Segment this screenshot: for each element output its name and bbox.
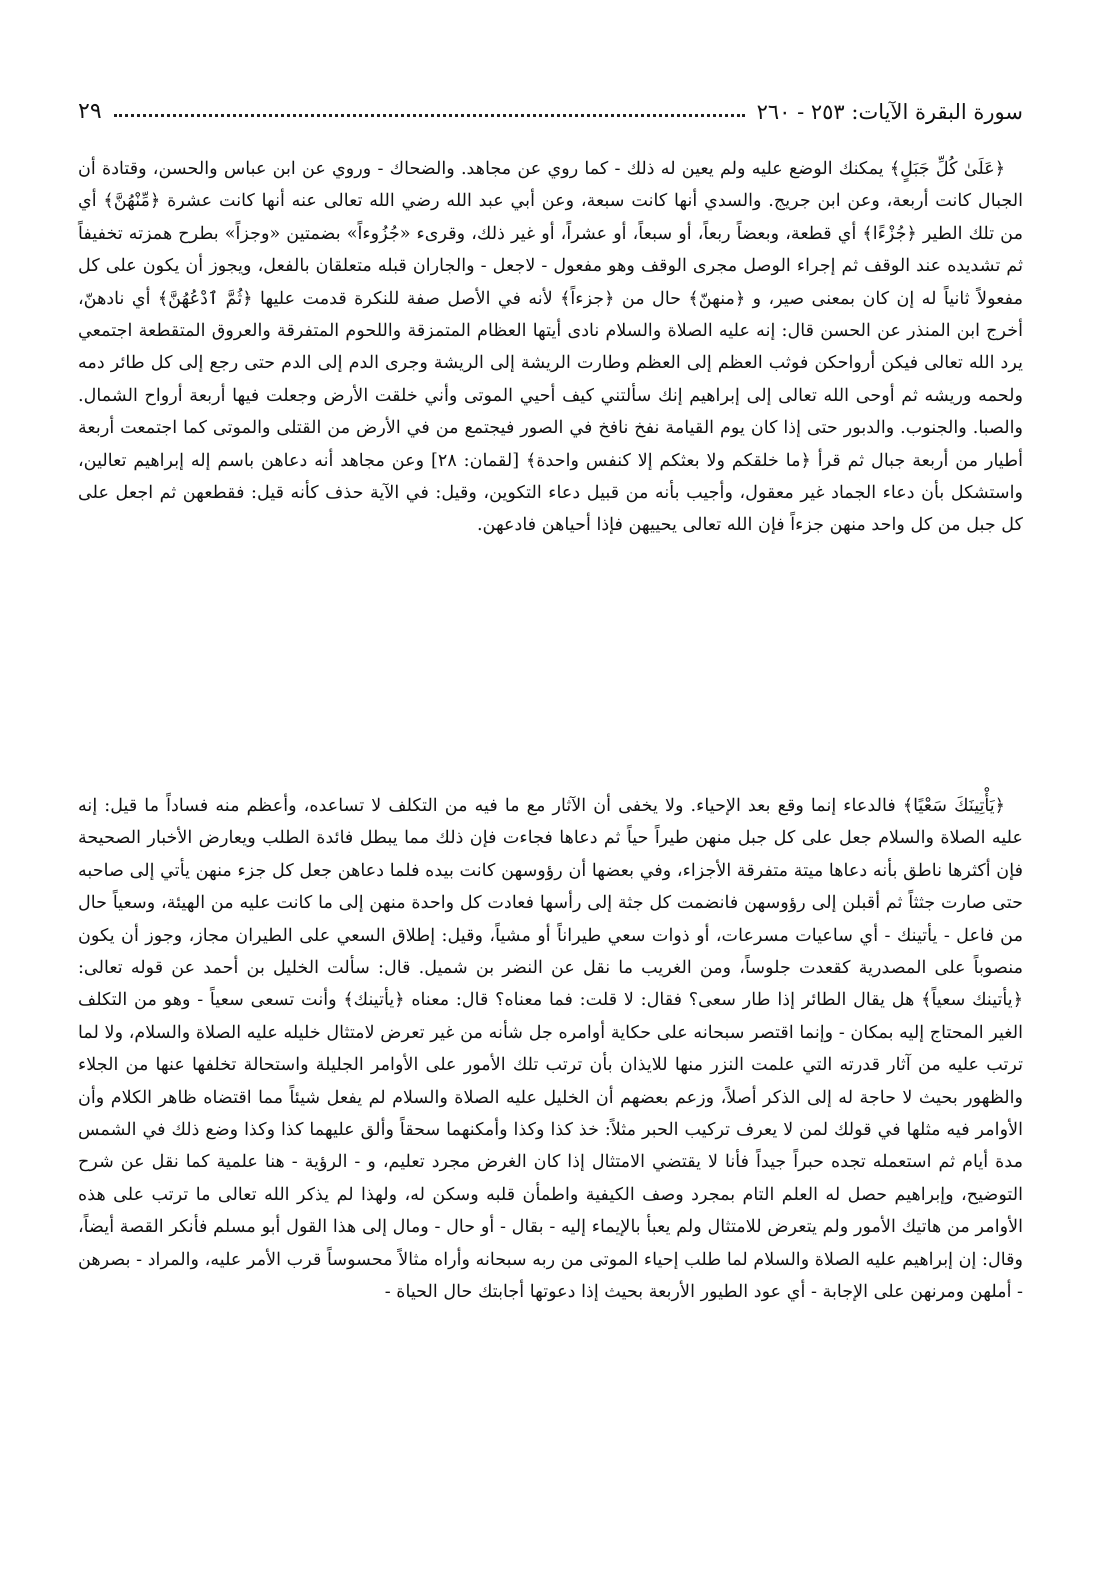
page-number: ٢٩	[78, 99, 102, 124]
commentary-paragraph: ﴿يَأْتِينَكَ سَعْيًا﴾ فالدعاء إنما وقع بعد الإحياء. ولا يخفى أن الآثار مع ما فيه من التكلف لا تساعده، وأعظم منه فساداً ما قيل: إنه عليه الصلاة والسلام جعل على كل جبل منهن طيراً حياً ثم دعاها فجاءت فإن ذلك مما يبطل فائدة الطلب ويعارض الأخبار الصحيحة فإن أكثرها ناطق بأنه دعاها ميتة متفرقة الأجزاء، وفي بعضها أن رؤوسهن كانت بيده فلما دعاهن جعل كل جزء منهن يأتي إلى صاحبه حتى صارت جثثاً ثم أقبلن إلى رؤوسهن فانضمت كل جثة إلى رأسها فعادت كل واحدة منهن إلى ما كانت عليه من الهيئة، وسعياً حال من فاعل - يأتينك - أي ساعيات مسرعات، أو ذوات سعي طيراناً أو مشياً، وقيل: إطلاق السعي على الطيران مجاز، وجوز أن يكون منصوباً على المصدرية كقعدت جلوساً، ومن الغريب ما نقل عن النضر بن شميل. قال: سألت الخليل بن أحمد عن قوله تعالى: ﴿يأتينك سعياً﴾ هل يقال الطائر إذا طار سعى؟ فقال: لا قلت: فما معناه؟ قال: معناه ﴿يأتينك﴾ وأنت تسعى سعياً - وهو من التكلف الغير المحتاج إليه بمكان - وإنما اقتصر سبحانه على حكاية أوامره جل شأنه من غير تعرض لامتثال خليله عليه الصلاة والسلام، ولا لما ترتب عليه من آثار قدرته التي علمت النزر منها للايذان بأن ترتب تلك الأمور على الأوامر الجليلة واستحالة تخلفها عنها من الجلاء والظهور بحيث لا حاجة له إلى الذكر أصلاً، وزعم بعضهم أن الخليل عليه الصلاة والسلام لم يفعل شيئاً مما اقتضاه ظاهر الكلام وأن الأوامر فيه مثلها في قولك لمن لا يعرف تركيب الحبر مثلاً: خذ كذا وكذا وأمكنهما سحقاً وألق عليهما كذا وكذا وضع ذلك في الشمس مدة أيام ثم استعمله تجده حبراً جيداً فأنا لا يقتضي الامتثال إذا كان الغرض مجرد تعليم، و - الرؤية - هنا علمية كما نقل عن شرح التوضيح، وإبراهيم حصل له العلم التام بمجرد وصف الكيفية واطمأن قلبه وسكن له، ولهذا لم يذكر الله تعالى ما ترتب على هذه الأوامر من هاتيك الأمور ولم يتعرض للامتثال ولم يعبأ بالإيماء إليه - بقال - أو حال - ومال إلى هذا القول أبو مسلم فأنكر القصة أيضاً، وقال: إن إبراهيم عليه الصلاة والسلام لما طلب إحياء الموتى من ربه سبحانه وأراه مثالاً محسوساً قرب الأمر عليه، والمراد - بصرهن - أملهن ومرنهن على الإجابة - أي عود الطيور الأربعة بحيث إذا دعوتها أجابتك حال الحياة -	[78, 796, 1023, 1303]
page-header	[78, 90, 1023, 124]
surah-title: سورة البقرة الآيات: ٢٥٣ - ٢٦٠	[756, 100, 1023, 124]
commentary-paragraph: ﴿عَلَىٰ كُلِّ جَبَلٍ﴾ يمكنك الوضع عليه ولم يعين له ذلك - كما روي عن مجاهد. والضحاك - وروي عن ابن عباس والحسن، وقتادة أن الجبال كانت أربعة، وعن ابن جريج. والسدي أنها كانت سبعة، وعن أبي عبد الله رضي الله تعالى عنه أنها كانت عشرة ﴿مِّنْهُنَّ﴾ أي من تلك الطير ﴿جُزْءًا﴾ أي قطعة، وبعضاً ربعاً، أو سبعاً، أو عشراً، أو غير ذلك، وقرىء «جُزُوءاً» بضمتين «وجزاً» بطرح همزته تخفيفاً ثم تشديده عند الوقف ثم إجراء الوصل مجرى الوقف وهو مفعول - لاجعل - والجاران قبله متعلقان بالفعل، ويجوز أن يكون على كل مفعولاً ثانياً له إن كان بمعنى صير، و ﴿منهنّ﴾ حال من ﴿جزءاً﴾ لأنه في الأصل صفة للنكرة قدمت عليها ﴿ثُمَّ ٱدْعُهُنَّ﴾ أي نادهنّ، أخرج ابن المنذر عن الحسن قال: إنه عليه الصلاة والسلام نادى أيتها العظام المتمزقة واللحوم المتفرقة والعروق المتقطعة اجتمعي يرد الله تعالى فيكن أرواحكن فوثب العظم إلى العظم وطارت الريشة إلى الريشة وجرى الدم إلى الدم حتى رجع إلى كل طائر دمه ولحمه وريشه ثم أوحى الله تعالى إلى إبراهيم إنك سألتني كيف أحيي الموتى وأني خلقت الأرض وجعلت فيها أربعة أرواح الشمال. والصبا. والجنوب. والدبور حتى إذا كان يوم القيامة نفخ نافخ في الصور فيجتمع من في الأرض من القتلى والموتى كما اجتمعت أربعة أطيار من أربعة جبال ثم قرأ ﴿ما خلقكم ولا بعثكم إلا كنفس واحدة﴾ [لقمان: ٢٨] وعن مجاهد أنه دعاهن باسم إله إبراهيم تعالين، واستشكل بأن دعاء الجماد غير معقول، وأجيب بأنه من قبيل دعاء التكوين، وقيل: في الآية حذف كأنه قيل: فقطعهن ثم اجعل على كل جبل من كل واحد منهن جزءاً فإن الله تعالى يحييهن فإذا أحياهن فادعهن.	[78, 159, 1024, 536]
dotted-leader	[114, 114, 745, 117]
